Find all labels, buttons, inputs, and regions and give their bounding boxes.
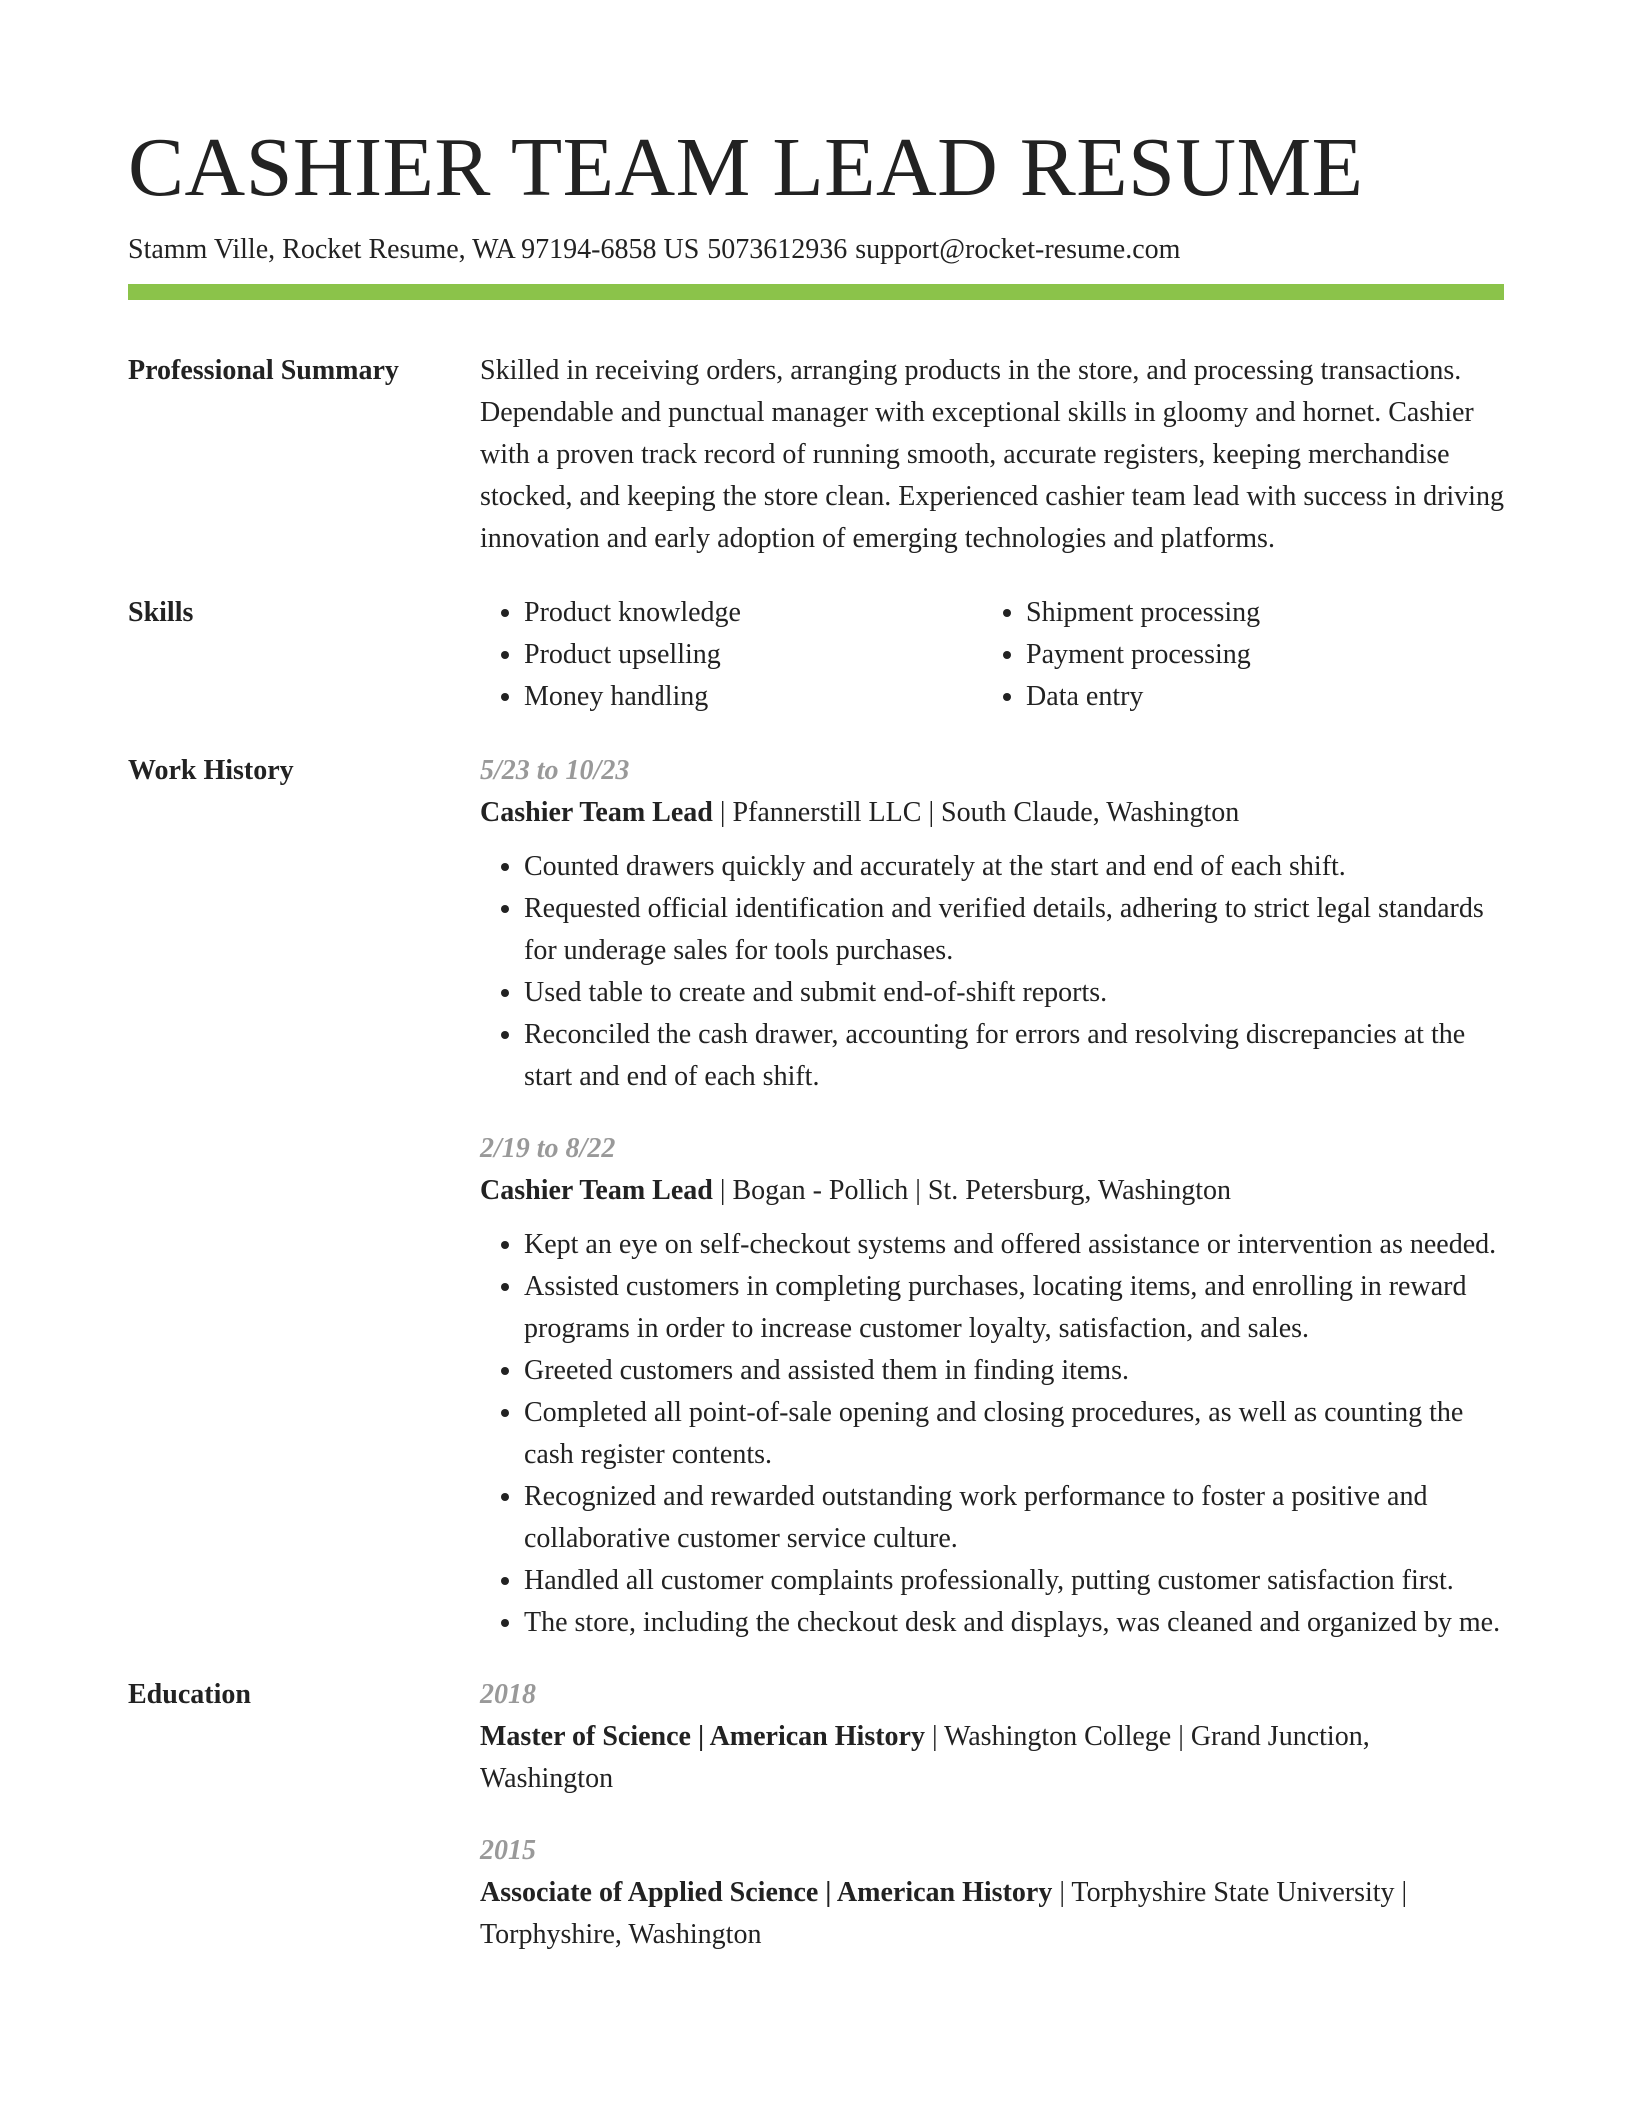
education-heading bbox=[480, 1716, 1504, 1800]
email: support@rocket-resume.com bbox=[855, 234, 1181, 265]
work-history-section bbox=[128, 750, 1504, 1644]
education-entry bbox=[480, 1674, 1504, 1800]
job-bullet: • Greeted customers and assisted them in finding items. bbox=[524, 1350, 1504, 1392]
job-bullets bbox=[480, 1224, 1504, 1644]
resume-page bbox=[128, 118, 1504, 1956]
skills-section bbox=[128, 592, 1504, 718]
job-dates: 5/23 to 10/23 bbox=[480, 755, 630, 786]
resume-title: CASHIER TEAM LEAD RESUME bbox=[128, 121, 1364, 214]
education-section bbox=[128, 1674, 1504, 1956]
job-dates: 2/19 to 8/22 bbox=[480, 1133, 616, 1164]
job-bullet: • Assisted customers in completing purchases, locating items, and enrolling in reward programs in order to increase customer loyalty, satisfaction, and sales. bbox=[524, 1266, 1504, 1350]
address: Stamm Ville, Rocket Resume, WA 97194-6858 US bbox=[128, 234, 700, 265]
education-body bbox=[480, 1674, 1504, 1956]
job-heading bbox=[480, 1170, 1504, 1212]
education-heading bbox=[480, 1872, 1504, 1956]
job-details: | Bogan - Pollich | St. Petersburg, Washington bbox=[712, 1175, 1231, 1206]
section-label-summary: Professional Summary bbox=[128, 355, 399, 386]
skill-item: • Shipment processing bbox=[1026, 592, 1504, 634]
job-bullet: • Recognized and rewarded outstanding work performance to foster a positive and collaborative customer service culture. bbox=[524, 1476, 1504, 1560]
education-details: | Washington College | Grand Junction, Washington bbox=[480, 1721, 1370, 1794]
job-bullet: • Used table to create and submit end-of-shift reports. bbox=[524, 972, 1504, 1014]
work-history-body bbox=[480, 750, 1504, 1644]
contact-line bbox=[128, 230, 1504, 270]
summary-section bbox=[128, 350, 1504, 560]
job-details: | Pfannerstill LLC | South Claude, Washington bbox=[712, 797, 1240, 828]
job-bullet: • Kept an eye on self-checkout systems and offered assistance or intervention as needed. bbox=[524, 1224, 1504, 1266]
degree: Associate of Applied Science | American History bbox=[480, 1877, 1053, 1908]
accent-divider bbox=[128, 284, 1504, 300]
job-heading bbox=[480, 792, 1504, 834]
job-title: Cashier Team Lead bbox=[480, 797, 713, 828]
job-entry bbox=[480, 1128, 1504, 1644]
skills-list-right bbox=[982, 592, 1504, 718]
education-year: 2018 bbox=[480, 1679, 536, 1710]
job-bullet: • The store, including the checkout desk and displays, was cleaned and organized by me. bbox=[524, 1602, 1504, 1644]
job-entry bbox=[480, 750, 1504, 1098]
skill-item: • Money handling bbox=[524, 676, 982, 718]
job-bullet: • Requested official identification and verified details, adhering to strict legal standards for underage sales for tools purchases. bbox=[524, 888, 1504, 972]
job-title: Cashier Team Lead bbox=[480, 1175, 713, 1206]
summary-text: Skilled in receiving orders, arranging products in the store, and processing transactions. Dependable and punctual manager with exceptional skills in gloomy and hornet. Cashier with a proven track record of running smooth, accurate registers, keeping merchandise stocked, and keeping the store clean. Experienced cashier team lead with success in driving innovation and early adoption of emerging technologies and platforms. bbox=[480, 355, 1504, 554]
education-details: | Torphyshire State University | Torphyshire, Washington bbox=[480, 1877, 1408, 1950]
job-bullet: • Reconciled the cash drawer, accounting for errors and resolving discrepancies at the start and end of each shift. bbox=[524, 1014, 1504, 1098]
education-year: 2015 bbox=[480, 1835, 536, 1866]
section-label-skills: Skills bbox=[128, 597, 194, 628]
skill-item: • Payment processing bbox=[1026, 634, 1504, 676]
job-bullets bbox=[480, 846, 1504, 1098]
job-bullet: • Completed all point-of-sale opening and closing procedures, as well as counting the cash register contents. bbox=[524, 1392, 1504, 1476]
skills-grid bbox=[480, 592, 1504, 718]
skill-item: • Product upselling bbox=[524, 634, 982, 676]
degree: Master of Science | American History bbox=[480, 1721, 925, 1752]
skills-list-left bbox=[480, 592, 982, 718]
job-bullet: • Handled all customer complaints professionally, putting customer satisfaction first. bbox=[524, 1560, 1504, 1602]
skill-item: • Data entry bbox=[1026, 676, 1504, 718]
job-bullet: • Counted drawers quickly and accurately at the start and end of each shift. bbox=[524, 846, 1504, 888]
phone: 5073612936 bbox=[707, 234, 848, 265]
education-entry bbox=[480, 1830, 1504, 1956]
skill-item: • Product knowledge bbox=[524, 592, 982, 634]
section-label-education: Education bbox=[128, 1679, 251, 1710]
section-label-work: Work History bbox=[128, 755, 294, 786]
